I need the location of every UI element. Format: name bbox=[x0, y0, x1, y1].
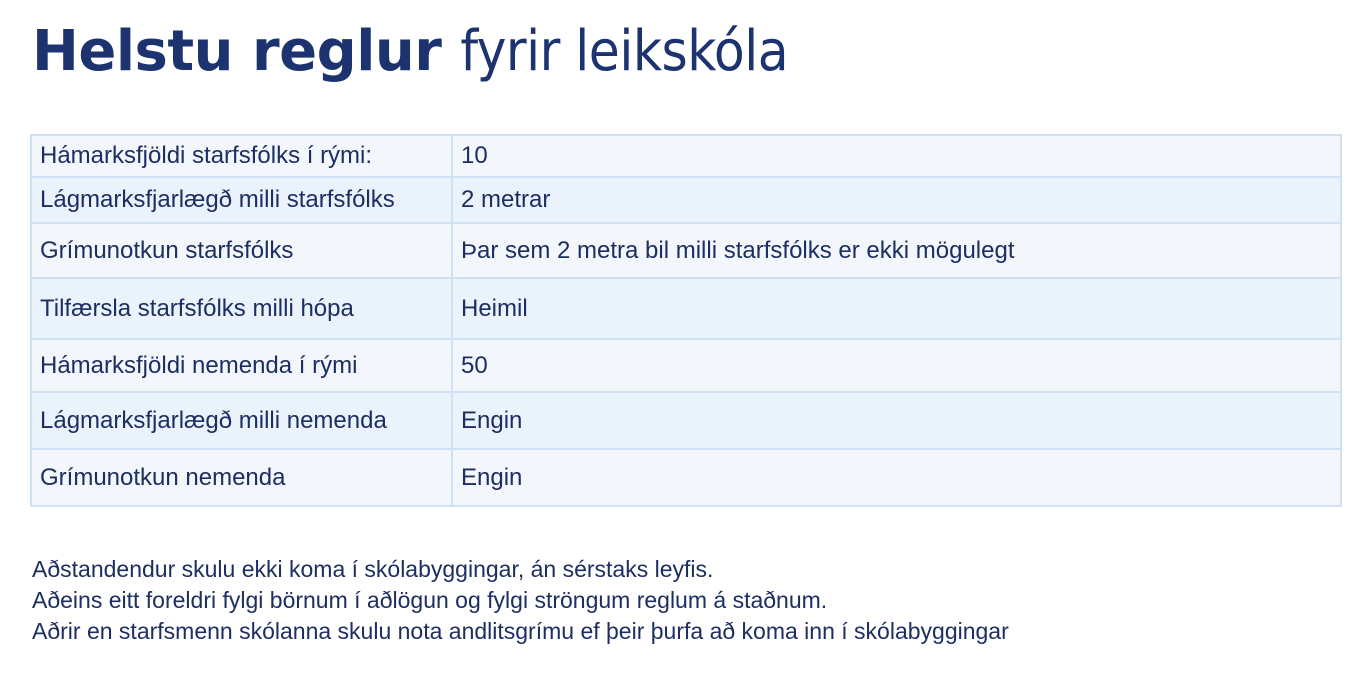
rule-value: 10 bbox=[452, 135, 1341, 177]
page-title bbox=[32, 16, 788, 88]
table-row bbox=[31, 278, 1341, 339]
table-row bbox=[31, 392, 1341, 449]
rule-value: 50 bbox=[452, 339, 1341, 392]
rule-label: Grímunotkun starfsfólks bbox=[31, 223, 452, 278]
rule-value: Þar sem 2 metra bil milli starfsfólks er ekki mögulegt bbox=[452, 223, 1341, 278]
rule-label: Hámarksfjöldi starfsfólks í rými: bbox=[31, 135, 452, 177]
rule-label: Lágmarksfjarlægð milli nemenda bbox=[31, 392, 452, 449]
note-line: Aðrir en starfsmenn skólanna skulu nota andlitsgrímu ef þeir þurfa að koma inn í skólabyggingar bbox=[32, 618, 1009, 644]
rule-value: Engin bbox=[452, 392, 1341, 449]
rule-label: Tilfærsla starfsfólks milli hópa bbox=[31, 278, 452, 339]
table-row bbox=[31, 177, 1341, 223]
table-row bbox=[31, 135, 1341, 177]
table-row bbox=[31, 339, 1341, 392]
table-row bbox=[31, 449, 1341, 506]
rule-label: Grímunotkun nemenda bbox=[31, 449, 452, 506]
rules-table bbox=[30, 134, 1342, 507]
notes bbox=[32, 554, 1009, 647]
rule-value: 2 metrar bbox=[452, 177, 1341, 223]
rule-value: Engin bbox=[452, 449, 1341, 506]
page-title-bold: Helstu reglur bbox=[32, 19, 442, 84]
page-title-light: fyrir leikskóla bbox=[460, 19, 789, 84]
table-row bbox=[31, 223, 1341, 278]
note-line: Aðeins eitt foreldri fylgi börnum í aðlögun og fylgi ströngum reglum á staðnum. bbox=[32, 587, 828, 613]
note-line: Aðstandendur skulu ekki koma í skólabyggingar, án sérstaks leyfis. bbox=[32, 556, 714, 582]
rule-label: Hámarksfjöldi nemenda í rými bbox=[31, 339, 452, 392]
rule-label: Lágmarksfjarlægð milli starfsfólks bbox=[31, 177, 452, 223]
rule-value: Heimil bbox=[452, 278, 1341, 339]
